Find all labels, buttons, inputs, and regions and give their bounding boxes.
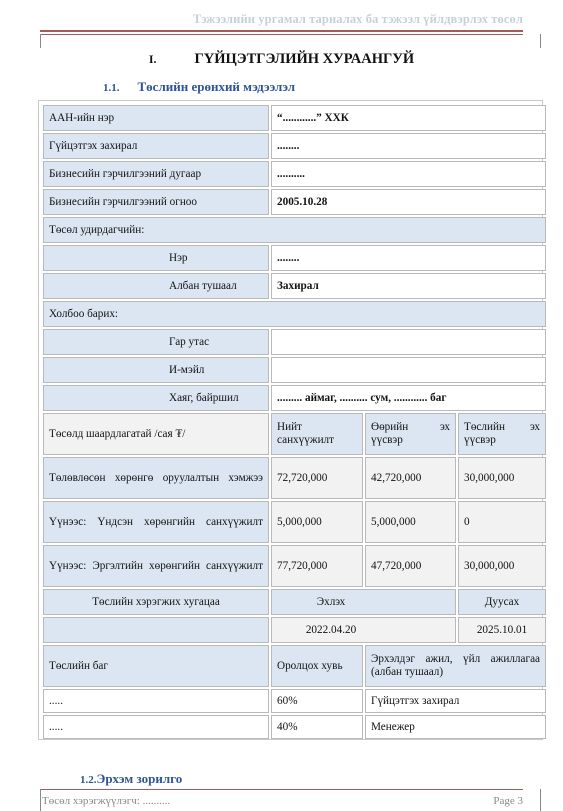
funding-row-project: 30,000,000: [458, 457, 546, 499]
duration-start-label: Эхлэх: [271, 589, 456, 615]
header-corner-right: [531, 34, 541, 48]
footer-rule: [40, 789, 523, 790]
team-member-name: .....: [43, 689, 269, 713]
duration-blank: [43, 617, 269, 643]
director-value: ........: [271, 133, 546, 159]
funding-row-label: Үүнээс: Эргэлтийн хөрөнгийн санхүүжилт: [43, 545, 269, 587]
subsection-number: 1.1.: [103, 82, 120, 94]
header-rule: [40, 30, 523, 32]
funding-row-label: Төлөвлөсөн хөрөнгө оруулалтын хэмжээ: [43, 457, 269, 499]
project-word-1: Төслийн: [464, 421, 505, 433]
phone-label: Гар утас: [43, 329, 269, 355]
funding-row-total: 72,720,000: [271, 457, 363, 499]
cert-date-label: Бизнесийн гэрчилгээний огноо: [43, 189, 269, 215]
funding-row: [43, 545, 546, 587]
team-member-name: .....: [43, 715, 269, 739]
section-title: ГҮЙЦЭТГЭЛИЙН ХУРААНГУЙ: [194, 51, 415, 67]
email-label: И-мэйл: [43, 357, 269, 383]
page-number: Page 3: [493, 795, 523, 807]
funding-row-own: 5,000,000: [365, 501, 456, 543]
funding-row-project: 30,000,000: [458, 545, 546, 587]
cert-date-value: 2005.10.28: [271, 189, 546, 215]
subsection-heading-mission: [80, 771, 182, 787]
team-member-share: 40%: [271, 715, 363, 739]
manager-section-label: Төсөл удирдагчийн:: [43, 217, 546, 243]
project-info-table: [38, 100, 543, 740]
team-row: [43, 715, 546, 739]
funding-row-label: Үүнээс: Үндсэн хөрөнгийн санхүүжилт: [43, 501, 269, 543]
funding-row-total: 77,720,000: [271, 545, 363, 587]
director-label: Гүйцэтгэх захирал: [43, 133, 269, 159]
project-word-2: эх: [530, 421, 540, 433]
own-word-3: үүсвэр: [371, 434, 403, 446]
header-rule-thin: [40, 34, 523, 35]
section-heading: [0, 51, 563, 68]
cert-no-value: ..........: [271, 161, 546, 187]
funding-header-label: Төсөлд шаардлагатай /сая ₮/: [43, 413, 269, 455]
project-word-3: үүсвэр: [464, 434, 496, 446]
org-name-value: “............” ХХК: [271, 105, 546, 131]
funding-header-project: [458, 413, 546, 455]
address-value: ......... аймаг, .......... сум, ............ баг: [271, 385, 546, 411]
duration-end-label: Дуусах: [458, 589, 546, 615]
team-member-role: Менежер: [365, 715, 546, 739]
funding-row: [43, 501, 546, 543]
own-word-2: эх: [440, 421, 450, 433]
cert-no-label: Бизнесийн гэрчилгээний дугаар: [43, 161, 269, 187]
subsection-title: Төслийн ерөнхий мэдээлэл: [137, 79, 296, 94]
team-header-label: Төслийн баг: [43, 645, 269, 687]
team-member-role: Гүйцэтгэх захирал: [365, 689, 546, 713]
funding-header-own: [365, 413, 456, 455]
duration-start-date: 2022.04.20: [271, 617, 456, 643]
footer-implementer: Төсөл хэрэгжүүлэгч: ..........: [42, 795, 171, 807]
subsection-heading: [103, 79, 295, 95]
team-row: [43, 689, 546, 713]
address-label: Хаяг, байршил: [43, 385, 269, 411]
funding-header-total: Нийт санхүүжилт: [271, 413, 363, 455]
manager-name-value: ........: [271, 245, 546, 271]
page-header-title: Тэжээлийн ургамал тарналах ба тэжээл үйлдвэрлэх төсөл: [192, 12, 523, 26]
team-header-share: Оролцох хувь: [271, 645, 363, 687]
subsection-number: 1.2.: [80, 774, 97, 786]
funding-row-own: 42,720,000: [365, 457, 456, 499]
funding-row: [43, 457, 546, 499]
own-word-1: Өөрийн: [371, 421, 409, 433]
funding-row-total: 5,000,000: [271, 501, 363, 543]
duration-end-date: 2025.10.01: [458, 617, 546, 643]
contact-section-label: Холбоо барих:: [43, 301, 546, 327]
manager-name-label: Нэр: [43, 245, 269, 271]
duration-label: Төслийн хэрэгжих хугацаа: [43, 589, 269, 615]
section-number: I.: [148, 52, 157, 66]
org-name-label: ААН-ийн нэр: [43, 105, 269, 131]
header-corner-left: [40, 34, 50, 48]
team-member-share: 60%: [271, 689, 363, 713]
phone-value: [271, 329, 546, 355]
manager-position-label: Албан тушаал: [43, 273, 269, 299]
email-value: [271, 357, 546, 383]
footer-corner-right: [531, 789, 541, 811]
team-header-role: Эрхэлдэг ажил, үйл ажиллагаа (албан тушаал): [365, 645, 546, 687]
funding-row-project: 0: [458, 501, 546, 543]
subsection-title: Эрхэм зорилго: [96, 771, 183, 786]
funding-row-own: 47,720,000: [365, 545, 456, 587]
manager-position-value: Захирал: [271, 273, 546, 299]
